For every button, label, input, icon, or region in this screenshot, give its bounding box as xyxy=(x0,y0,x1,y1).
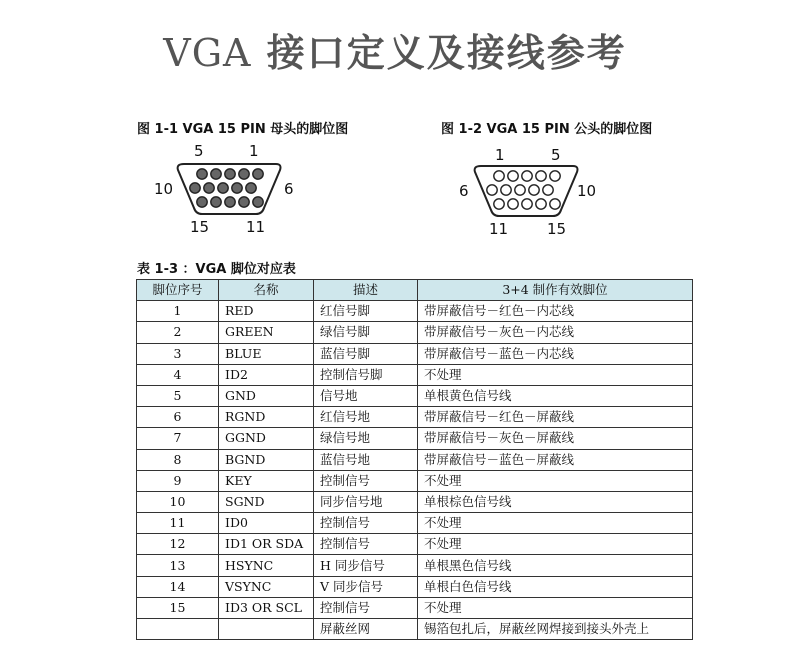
description-cell: 同步信号地 xyxy=(314,491,418,512)
description-cell: 信号地 xyxy=(314,385,418,406)
connector-pin xyxy=(246,183,256,193)
header-wiring: 3+4 制作有效脚位 xyxy=(418,280,693,301)
wiring-cell: 不处理 xyxy=(418,534,693,555)
female-label-bottom-right: 11 xyxy=(246,218,266,236)
connector-pin xyxy=(522,171,532,181)
table-row xyxy=(137,619,693,640)
pin-number-cell: 2 xyxy=(137,322,219,343)
connector-pin xyxy=(550,171,560,181)
name-cell: GND xyxy=(219,385,314,406)
table-row xyxy=(137,364,693,385)
pin-number-cell xyxy=(137,619,219,640)
connector-pin xyxy=(225,197,235,207)
pin-number-cell: 6 xyxy=(137,407,219,428)
description-cell: 控制信号 xyxy=(314,470,418,491)
connector-pin xyxy=(536,199,546,209)
wiring-cell: 单根黄色信号线 xyxy=(418,385,693,406)
header-pin-number: 脚位序号 xyxy=(137,280,219,301)
connector-pin xyxy=(197,169,207,179)
table-caption: 表 1-3 ：VGA 脚位对应表 xyxy=(137,262,296,277)
connector-pin xyxy=(190,183,200,193)
wiring-cell: 带屏蔽信号－灰色－内芯线 xyxy=(418,322,693,343)
female-label-bottom-left: 15 xyxy=(190,218,210,236)
description-cell: 控制信号脚 xyxy=(314,364,418,385)
page-title xyxy=(0,22,790,77)
connector-pin xyxy=(225,169,235,179)
female-label-left: 10 xyxy=(154,180,174,198)
wiring-cell: 单根白色信号线 xyxy=(418,576,693,597)
header-name: 名称 xyxy=(219,280,314,301)
table-header-row xyxy=(137,280,693,301)
name-cell xyxy=(219,619,314,640)
pin-number-cell: 11 xyxy=(137,513,219,534)
name-cell: GREEN xyxy=(219,322,314,343)
pin-number-cell: 8 xyxy=(137,449,219,470)
male-pins xyxy=(487,171,560,209)
table-row xyxy=(137,491,693,512)
description-cell: 绿信号脚 xyxy=(314,322,418,343)
connector-pin xyxy=(550,199,560,209)
table-row xyxy=(137,407,693,428)
male-connector-diagram xyxy=(455,142,615,242)
wiring-cell: 不处理 xyxy=(418,364,693,385)
description-cell: 屏蔽丝网 xyxy=(314,619,418,640)
name-cell: RGND xyxy=(219,407,314,428)
male-label-top-right: 5 xyxy=(551,146,561,164)
wiring-cell: 带屏蔽信号－红色－内芯线 xyxy=(418,301,693,322)
description-cell: 控制信号 xyxy=(314,513,418,534)
description-cell: 蓝信号脚 xyxy=(314,343,418,364)
female-label-top-right: 1 xyxy=(249,142,259,160)
figure-1-caption: 图 1-1 VGA 15 PIN 母头的脚位图 xyxy=(137,122,349,137)
name-cell: ID1 OR SDA xyxy=(219,534,314,555)
connector-pin xyxy=(508,171,518,181)
description-cell: 绿信号地 xyxy=(314,428,418,449)
connector-pin xyxy=(253,169,263,179)
pin-number-cell: 14 xyxy=(137,576,219,597)
female-pins xyxy=(190,169,263,207)
description-cell: 红信号地 xyxy=(314,407,418,428)
description-cell: V 同步信号 xyxy=(314,576,418,597)
connector-pin xyxy=(239,197,249,207)
table-row xyxy=(137,555,693,576)
table-row xyxy=(137,385,693,406)
connector-pin xyxy=(253,197,263,207)
name-cell: RED xyxy=(219,301,314,322)
pin-number-cell: 7 xyxy=(137,428,219,449)
female-connector-diagram xyxy=(150,138,310,238)
pin-number-cell: 4 xyxy=(137,364,219,385)
table-row xyxy=(137,301,693,322)
description-cell: 控制信号 xyxy=(314,597,418,618)
description-cell: 控制信号 xyxy=(314,534,418,555)
table-row xyxy=(137,428,693,449)
pin-number-cell: 1 xyxy=(137,301,219,322)
pin-number-cell: 15 xyxy=(137,597,219,618)
page-title-chinese: 接口定义及接线参考 xyxy=(251,31,627,75)
pin-number-cell: 5 xyxy=(137,385,219,406)
name-cell: ID2 xyxy=(219,364,314,385)
connector-pin xyxy=(487,185,497,195)
wiring-cell: 锡箔包扎后，屏蔽丝网焊接到接头外壳上 xyxy=(418,619,693,640)
male-label-top-left: 1 xyxy=(495,146,505,164)
table-row xyxy=(137,534,693,555)
male-label-right: 10 xyxy=(577,182,597,200)
name-cell: HSYNC xyxy=(219,555,314,576)
table-row xyxy=(137,449,693,470)
name-cell: BLUE xyxy=(219,343,314,364)
name-cell: SGND xyxy=(219,491,314,512)
connector-pin xyxy=(232,183,242,193)
wiring-cell: 带屏蔽信号－灰色－屏蔽线 xyxy=(418,428,693,449)
wiring-cell: 单根棕色信号线 xyxy=(418,491,693,512)
wiring-cell: 带屏蔽信号－红色－屏蔽线 xyxy=(418,407,693,428)
connector-pin xyxy=(494,171,504,181)
name-cell: KEY xyxy=(219,470,314,491)
table-row xyxy=(137,513,693,534)
wiring-cell: 不处理 xyxy=(418,513,693,534)
connector-pin xyxy=(515,185,525,195)
pin-number-cell: 10 xyxy=(137,491,219,512)
connector-pin xyxy=(239,169,249,179)
connector-pin xyxy=(529,185,539,195)
male-label-bottom-left: 11 xyxy=(489,220,509,238)
table-row xyxy=(137,470,693,491)
wiring-cell: 带屏蔽信号－蓝色－屏蔽线 xyxy=(418,449,693,470)
connector-pin xyxy=(536,171,546,181)
vga-pinout-table xyxy=(136,279,693,640)
page-title-latin: VGA xyxy=(163,31,252,75)
connector-pin xyxy=(494,199,504,209)
connector-pin xyxy=(522,199,532,209)
figure-2-caption: 图 1-2 VGA 15 PIN 公头的脚位图 xyxy=(441,122,653,137)
wiring-cell: 带屏蔽信号－蓝色－内芯线 xyxy=(418,343,693,364)
female-label-top-left: 5 xyxy=(194,142,204,160)
table-row xyxy=(137,576,693,597)
pin-number-cell: 9 xyxy=(137,470,219,491)
description-cell: H 同步信号 xyxy=(314,555,418,576)
connector-pin xyxy=(218,183,228,193)
name-cell: BGND xyxy=(219,449,314,470)
name-cell: VSYNC xyxy=(219,576,314,597)
male-label-bottom-right: 15 xyxy=(547,220,567,238)
table-row xyxy=(137,343,693,364)
description-cell: 蓝信号地 xyxy=(314,449,418,470)
table-row xyxy=(137,597,693,618)
connector-pin xyxy=(211,197,221,207)
connector-pin xyxy=(543,185,553,195)
connector-pin xyxy=(508,199,518,209)
name-cell: ID3 OR SCL xyxy=(219,597,314,618)
connector-pin xyxy=(197,197,207,207)
table-row xyxy=(137,322,693,343)
pin-number-cell: 13 xyxy=(137,555,219,576)
header-description: 描述 xyxy=(314,280,418,301)
wiring-cell: 单根黑色信号线 xyxy=(418,555,693,576)
pin-number-cell: 12 xyxy=(137,534,219,555)
pin-number-cell: 3 xyxy=(137,343,219,364)
connector-pin xyxy=(211,169,221,179)
connector-pin xyxy=(501,185,511,195)
name-cell: ID0 xyxy=(219,513,314,534)
name-cell: GGND xyxy=(219,428,314,449)
wiring-cell: 不处理 xyxy=(418,470,693,491)
wiring-cell: 不处理 xyxy=(418,597,693,618)
description-cell: 红信号脚 xyxy=(314,301,418,322)
female-label-right: 6 xyxy=(284,180,294,198)
male-label-left: 6 xyxy=(459,182,469,200)
connector-pin xyxy=(204,183,214,193)
